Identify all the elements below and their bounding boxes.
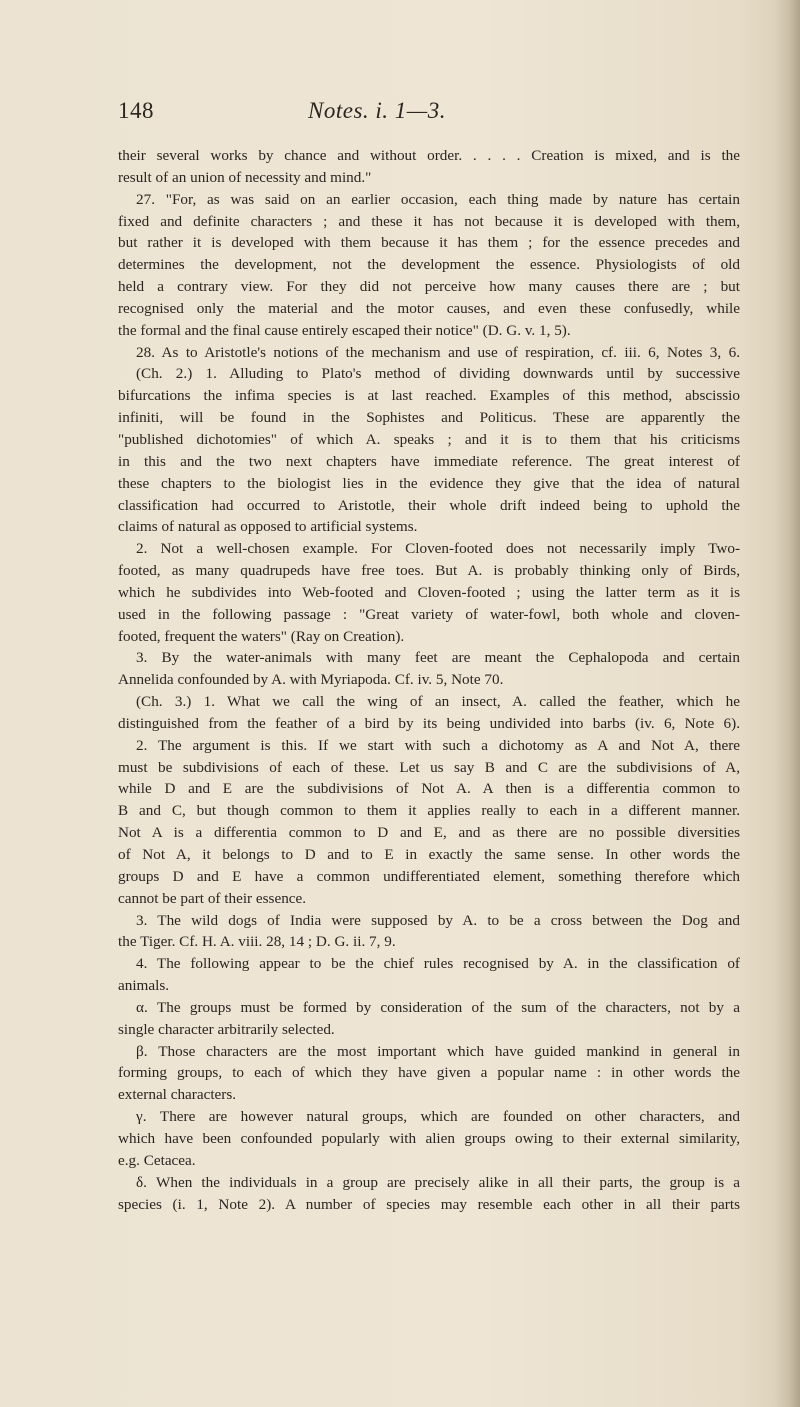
text-line: δ. When the individuals in a group are precisely alike in all their parts, the group is a	[136, 1173, 740, 1191]
notes-body	[118, 145, 740, 1215]
text-line: these chapters to the biologist lies in the evidence they give that the idea of natural	[118, 474, 740, 492]
text-line: "published dichotomies" of which A. speaks ; and it is to them that his criticisms	[118, 430, 740, 448]
text-line: while D and E are the subdivisions of Not A. A then is a differentia common to	[118, 780, 740, 798]
text-line: 2. The argument is this. If we start with such a dichotomy as A and Not A, there	[136, 736, 740, 754]
text-line: claims of natural as opposed to artificial systems.	[118, 518, 418, 536]
text-line: classification had occurred to Aristotle, their whole drift indeed being to uphold the	[118, 496, 740, 514]
text-line: γ. There are however natural groups, which are founded on other characters, and	[136, 1108, 740, 1126]
text-line: 3. By the water-animals with many feet are meant the Cephalopoda and certain	[136, 649, 740, 667]
text-line: α. The groups must be formed by consideration of the sum of the characters, not by a	[136, 998, 740, 1016]
text-line: species (i. 1, Note 2). A number of species may resemble each other in all their parts	[118, 1195, 740, 1213]
page-edge-shadow	[774, 0, 800, 1407]
text-line: infiniti, will be found in the Sophistes and Politicus. These are apparently the	[118, 409, 740, 427]
text-line: Annelida confounded by A. with Myriapoda. Cf. iv. 5, Note 70.	[118, 671, 504, 689]
text-line: 4. The following appear to be the chief rules recognised by A. in the classification of	[136, 955, 740, 973]
text-line: used in the following passage : "Great variety of water-fowl, both whole and cloven-	[118, 605, 740, 623]
text-line: held a contrary view. For they did not perceive how many causes there are ; but	[118, 278, 740, 296]
text-line: in this and the two next chapters have immediate reference. The great interest of	[118, 452, 740, 470]
text-line: B and C, but though common to them it applies really to each in a different manner.	[118, 802, 740, 820]
text-line: groups D and E have a common undifferentiated element, something therefore which	[118, 867, 740, 885]
text-line: (Ch. 2.) 1. Alluding to Plato's method of dividing downwards until by successive	[136, 365, 740, 383]
text-line: the formal and the final cause entirely escaped their notice" (D. G. v. 1, 5).	[118, 321, 571, 339]
text-line: external characters.	[118, 1086, 237, 1104]
running-head: Notes. i. 1—3.	[308, 98, 446, 123]
text-line: which have been confounded popularly with alien groups owing to their external similarity,	[118, 1129, 740, 1147]
text-line: must be subdivisions of each of these. Let us say B and C are the subdivisions of A,	[118, 758, 740, 776]
text-line: bifurcations the infima species is at last reached. Examples of this method, abscissio	[118, 387, 740, 405]
text-line: 2. Not a well-chosen example. For Cloven-footed does not necessarily imply Two-	[136, 540, 740, 558]
text-line: but rather it is developed with them because it has them ; for the essence precedes and	[118, 234, 740, 252]
text-line: (Ch. 3.) 1. What we call the wing of an insect, A. called the feather, which he	[136, 693, 740, 711]
text-line: fixed and definite characters ; and these it has not because it is developed with them,	[118, 212, 740, 230]
text-line: forming groups, to each of which they have given a popular name : in other words the	[118, 1064, 740, 1082]
text-line: which he subdivides into Web-footed and Cloven-footed ; using the latter term as it is	[118, 583, 740, 601]
text-line: result of an union of necessity and mind."	[118, 168, 372, 186]
text-line: distinguished from the feather of a bird by its being undivided into barbs (iv. 6, Note 6).	[118, 714, 740, 732]
text-line: cannot be part of their essence.	[118, 889, 307, 907]
text-line: 28. As to Aristotle's notions of the mechanism and use of respiration, cf. iii. 6, Notes 3, 6.	[136, 343, 740, 361]
text-line: recognised only the material and the motor causes, and even these confusedly, while	[118, 299, 740, 317]
text-line: β. Those characters are the most important which have guided mankind in general in	[136, 1042, 740, 1060]
text-line: Not A is a differentia common to D and E, and as there are no possible diversities	[118, 824, 740, 842]
text-line: 27. "For, as was said on an earlier occasion, each thing made by nature has certain	[136, 190, 740, 208]
text-line: 3. The wild dogs of India were supposed by A. to be a cross between the Dog and	[136, 911, 740, 929]
text-line: single character arbitrarily selected.	[118, 1020, 335, 1038]
text-line: footed, as many quadrupeds have free toes. But A. is probably thinking only of Birds,	[118, 562, 740, 580]
text-line: animals.	[118, 977, 170, 995]
text-line: of Not A, it belongs to D and to E in exactly the same sense. In other words the	[118, 846, 740, 863]
text-line: footed, frequent the waters" (Ray on Creation).	[118, 627, 405, 645]
text-line: e.g. Cetacea.	[118, 1151, 196, 1169]
text-line: determines the development, not the development the essence. Physiologists of old	[118, 256, 740, 274]
page-number: 148	[118, 98, 154, 123]
page-header	[118, 98, 718, 138]
text-line: the Tiger. Cf. H. A. viii. 28, 14 ; D. G. ii. 7, 9.	[118, 933, 396, 951]
text-line: their several works by chance and without order. . . . . Creation is mixed, and is the	[118, 147, 740, 164]
